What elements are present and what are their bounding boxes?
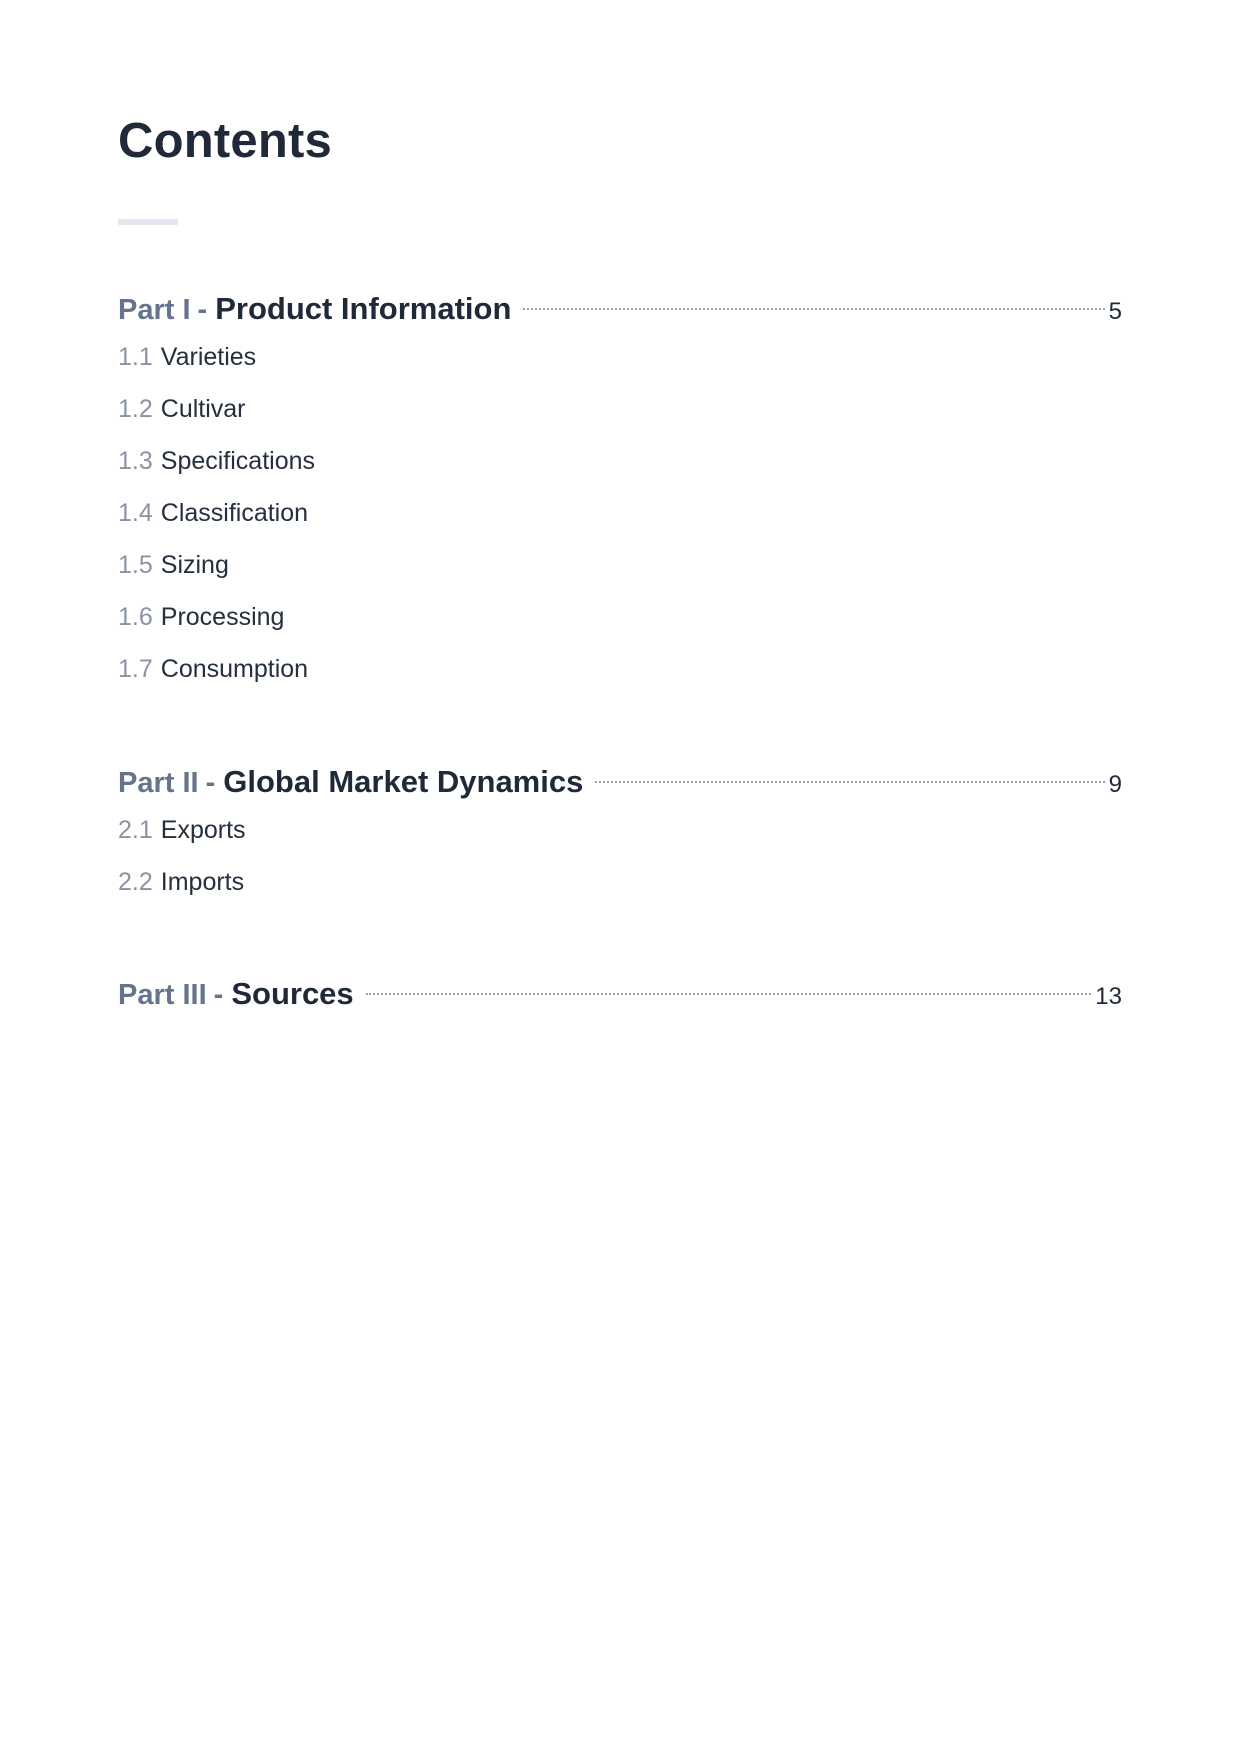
dot-leader: [366, 993, 1092, 995]
toc-subsection[interactable]: [118, 435, 1122, 487]
subsection-label: Imports: [160, 867, 245, 896]
subsection-label: Classification: [160, 498, 309, 527]
subsection-number: 2.2: [118, 867, 153, 896]
part-separator: -: [205, 767, 216, 799]
subsection-number: 1.5: [118, 550, 153, 579]
part-prefix: Part II: [118, 767, 199, 799]
toc-part-heading[interactable]: [118, 291, 1122, 331]
subsection-number: 1.3: [118, 446, 153, 475]
part-title: Product Information: [215, 291, 512, 326]
page-number: 9: [1108, 771, 1122, 798]
subsection-number: 1.1: [118, 342, 153, 371]
part-prefix: Part I: [118, 294, 191, 326]
subsection-number: 1.7: [118, 654, 153, 683]
part-title: Sources: [231, 976, 354, 1011]
subsection-number: 2.1: [118, 815, 153, 844]
toc-subsection[interactable]: [118, 856, 1122, 908]
subsection-label: Processing: [160, 602, 285, 631]
toc-subsection[interactable]: [118, 591, 1122, 643]
subsection-number: 1.2: [118, 394, 153, 423]
toc-part-heading[interactable]: [118, 764, 1122, 804]
toc-subsection[interactable]: [118, 383, 1122, 435]
title-underline: [118, 219, 178, 225]
contents-page: [118, 0, 1122, 1754]
page-number: 13: [1095, 983, 1122, 1010]
subsection-label: Consumption: [160, 654, 309, 683]
part-prefix: Part III: [118, 979, 207, 1011]
part-title: Global Market Dynamics: [223, 764, 584, 799]
subsection-label: Sizing: [160, 550, 229, 579]
toc-part-2: [118, 764, 1122, 908]
toc-subsection[interactable]: [118, 643, 1122, 695]
subsection-label: Cultivar: [160, 394, 246, 423]
subsection-list: [118, 804, 1122, 908]
toc-subsection[interactable]: [118, 804, 1122, 856]
subsection-label: Exports: [160, 815, 246, 844]
subsection-label: Varieties: [160, 342, 257, 371]
toc-part-1: [118, 291, 1122, 695]
page-number: 5: [1108, 298, 1122, 325]
dot-leader: [595, 781, 1104, 783]
dot-leader: [523, 308, 1104, 310]
toc-part-3: [118, 976, 1122, 1016]
subsection-list: [118, 331, 1122, 695]
toc-subsection[interactable]: [118, 487, 1122, 539]
subsection-label: Specifications: [160, 446, 316, 475]
subsection-number: 1.4: [118, 498, 153, 527]
toc-subsection[interactable]: [118, 331, 1122, 383]
part-separator: -: [197, 294, 208, 326]
toc-part-heading[interactable]: [118, 976, 1122, 1016]
part-separator: -: [213, 979, 224, 1011]
subsection-number: 1.6: [118, 602, 153, 631]
page-title: Contents: [118, 114, 332, 168]
toc-subsection[interactable]: [118, 539, 1122, 591]
